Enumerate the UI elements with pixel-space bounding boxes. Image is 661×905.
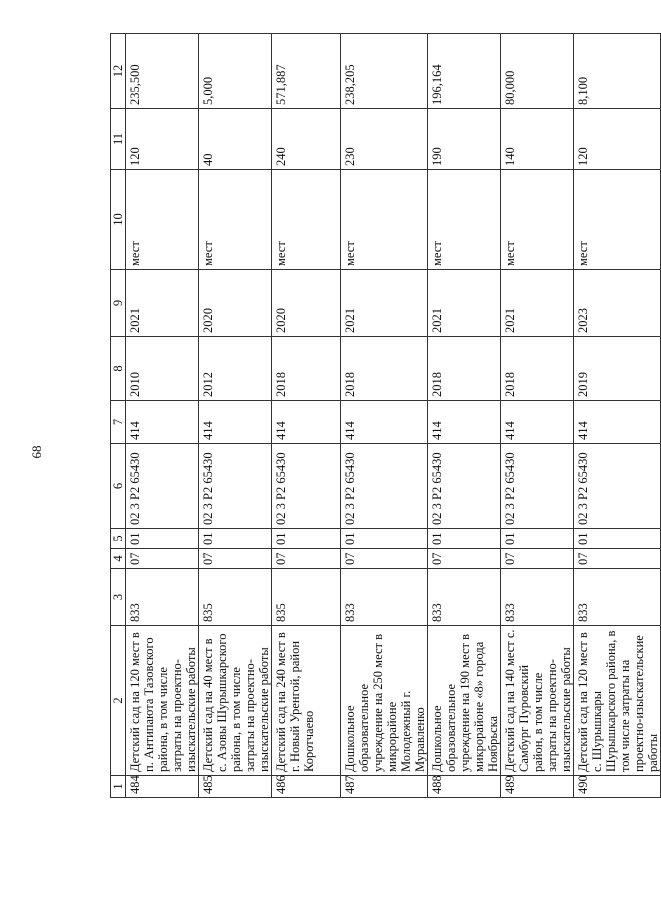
year-start: 2010 <box>126 337 199 401</box>
code-col4: 07 <box>126 549 199 569</box>
code-col7: 414 <box>272 401 341 444</box>
column-header: 6 <box>111 444 126 529</box>
row-number: 486 <box>272 776 341 798</box>
code-col6: 02 3 P2 65430 <box>199 444 272 529</box>
column-header: 2 <box>111 626 126 776</box>
object-name: Детский сад на 240 мест в г. Новый Уренгой, район Коротчаево <box>272 626 341 776</box>
objects-table <box>110 33 661 798</box>
code-col4: 07 <box>199 549 272 569</box>
amount: 238,205 <box>341 34 428 109</box>
unit: мест <box>574 170 661 270</box>
table-row <box>272 34 341 798</box>
row-number: 485 <box>199 776 272 798</box>
row-number: 487 <box>341 776 428 798</box>
year-start: 2018 <box>428 337 501 401</box>
header-row <box>111 34 126 798</box>
year-end: 2020 <box>272 270 341 337</box>
object-name: Дошкольное образовательное учреждение на 190 мест в микрорайоне «8» города Ноябрьска <box>428 626 501 776</box>
code-col6: 02 3 P2 65430 <box>272 444 341 529</box>
row-number: 489 <box>501 776 574 798</box>
code-col7: 414 <box>199 401 272 444</box>
amount: 196,164 <box>428 34 501 109</box>
code-col7: 414 <box>428 401 501 444</box>
code-col6: 02 3 P2 65430 <box>501 444 574 529</box>
table-row <box>501 34 574 798</box>
capacity: 230 <box>341 109 428 170</box>
code-col5: 01 <box>272 529 341 549</box>
code-col3: 833 <box>574 569 661 626</box>
code-col3: 833 <box>126 569 199 626</box>
code-col4: 07 <box>574 549 661 569</box>
code-col5: 01 <box>501 529 574 549</box>
year-start: 2012 <box>199 337 272 401</box>
capacity: 190 <box>428 109 501 170</box>
unit: мест <box>428 170 501 270</box>
capacity: 40 <box>199 109 272 170</box>
code-col3: 835 <box>272 569 341 626</box>
column-header: 11 <box>111 109 126 170</box>
code-col5: 01 <box>199 529 272 549</box>
code-col3: 833 <box>428 569 501 626</box>
code-col4: 07 <box>501 549 574 569</box>
code-col6: 02 3 P2 65430 <box>428 444 501 529</box>
amount: 235,500 <box>126 34 199 109</box>
year-end: 2021 <box>501 270 574 337</box>
code-col3: 835 <box>199 569 272 626</box>
code-col3: 833 <box>501 569 574 626</box>
year-start: 2019 <box>574 337 661 401</box>
code-col4: 07 <box>428 549 501 569</box>
amount: 571,887 <box>272 34 341 109</box>
page-number: 68 <box>29 445 44 459</box>
object-name: Детский сад на 120 мест в п. Антипаюта Тазовского района, в том числе затраты на проектно-изыскательские работы <box>126 626 199 776</box>
code-col4: 07 <box>272 549 341 569</box>
code-col5: 01 <box>428 529 501 549</box>
year-start: 2018 <box>501 337 574 401</box>
column-header: 1 <box>111 776 126 798</box>
column-header: 5 <box>111 529 126 549</box>
table-row <box>428 34 501 798</box>
code-col3: 833 <box>341 569 428 626</box>
row-number: 488 <box>428 776 501 798</box>
table-row <box>341 34 428 798</box>
column-header: 7 <box>111 401 126 444</box>
year-end: 2021 <box>341 270 428 337</box>
row-number: 490 <box>574 776 661 798</box>
unit: мест <box>272 170 341 270</box>
amount: 5,000 <box>199 34 272 109</box>
column-header: 3 <box>111 569 126 626</box>
year-end: 2021 <box>126 270 199 337</box>
year-end: 2021 <box>428 270 501 337</box>
unit: мест <box>199 170 272 270</box>
code-col5: 01 <box>126 529 199 549</box>
capacity: 120 <box>126 109 199 170</box>
code-col7: 414 <box>574 401 661 444</box>
year-end: 2020 <box>199 270 272 337</box>
year-start: 2018 <box>272 337 341 401</box>
column-header: 9 <box>111 270 126 337</box>
object-name: Детский сад на 140 мест с. Самбург Пуровский район, в том числе затраты на проектно-изыскательские работы <box>501 626 574 776</box>
code-col6: 02 3 P2 65430 <box>126 444 199 529</box>
column-header: 8 <box>111 337 126 401</box>
code-col7: 414 <box>501 401 574 444</box>
column-header: 12 <box>111 34 126 109</box>
column-header: 4 <box>111 549 126 569</box>
table-sheet <box>110 34 660 798</box>
column-header: 10 <box>111 170 126 270</box>
object-name: Дошкольное образовательное учреждение на 250 мест в микрорайоне Молодежный г. Муравленко <box>341 626 428 776</box>
table-row <box>199 34 272 798</box>
capacity: 140 <box>501 109 574 170</box>
unit: мест <box>501 170 574 270</box>
capacity: 240 <box>272 109 341 170</box>
amount: 8,100 <box>574 34 661 109</box>
table-row <box>126 34 199 798</box>
code-col6: 02 3 P2 65430 <box>574 444 661 529</box>
capacity: 120 <box>574 109 661 170</box>
year-end: 2023 <box>574 270 661 337</box>
amount: 80,000 <box>501 34 574 109</box>
code-col5: 01 <box>341 529 428 549</box>
unit: мест <box>341 170 428 270</box>
code-col7: 414 <box>341 401 428 444</box>
unit: мест <box>126 170 199 270</box>
code-col7: 414 <box>126 401 199 444</box>
object-name: Детский сад на 120 мест в с. Шурышкары Шурышкарского района, в том числе затраты на проектно-изыскательские работы <box>574 626 661 776</box>
row-number: 484 <box>126 776 199 798</box>
code-col6: 02 3 P2 65430 <box>341 444 428 529</box>
table-row <box>574 34 661 798</box>
object-name: Детский сад на 40 мест в с. Азовы Шурышкарского района, в том числе затраты на проектно-изыскательские работы <box>199 626 272 776</box>
code-col5: 01 <box>574 529 661 549</box>
year-start: 2018 <box>341 337 428 401</box>
code-col4: 07 <box>341 549 428 569</box>
